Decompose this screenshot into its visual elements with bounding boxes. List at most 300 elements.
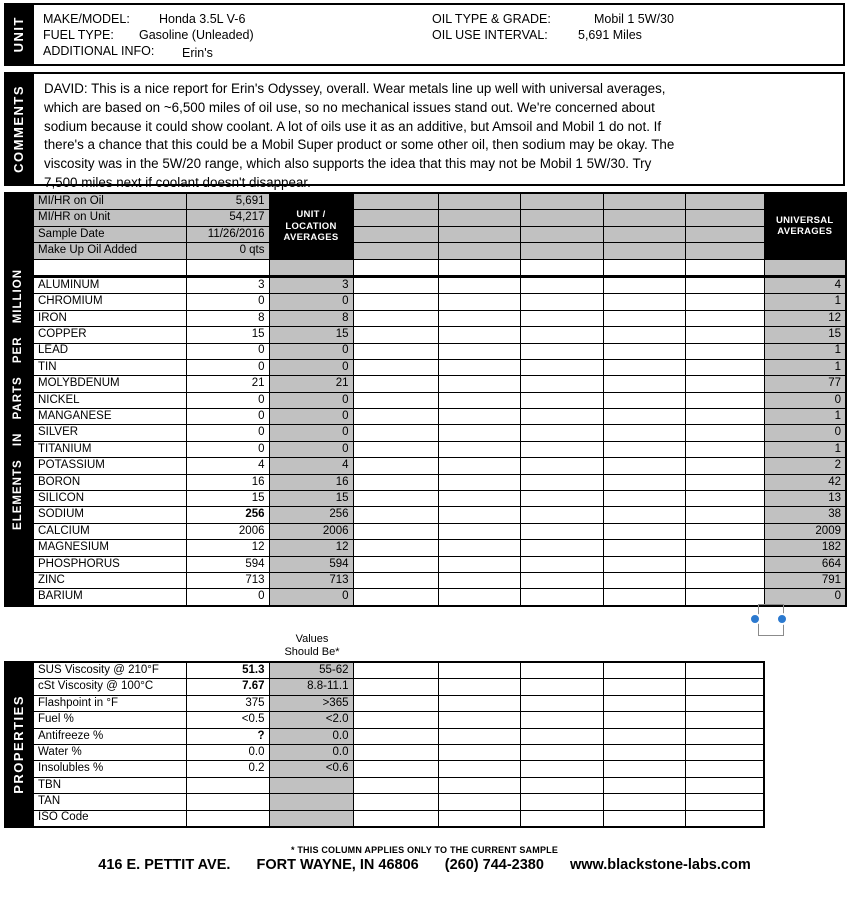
universal-averages-header — [764, 193, 846, 259]
unit-average-cell: 0 — [269, 359, 353, 375]
empty-cell — [438, 276, 520, 293]
empty-cell — [685, 712, 764, 728]
unit-average-cell: 0 — [269, 409, 353, 425]
empty-cell — [685, 794, 764, 810]
empty-cell — [520, 744, 603, 760]
current-value-cell: 15 — [186, 491, 269, 507]
empty-cell — [685, 310, 764, 326]
universal-average-cell: 2 — [764, 458, 846, 474]
empty-cell — [685, 695, 764, 711]
empty-cell — [353, 695, 438, 711]
element-row — [33, 458, 846, 474]
universal-average-cell: 0 — [764, 425, 846, 441]
universal-average-cell: 182 — [764, 540, 846, 556]
current-value-cell: 0.2 — [186, 761, 269, 777]
property-row — [33, 695, 764, 711]
empty-cell — [438, 777, 520, 793]
oil-type-value: Mobil 1 5W/30 — [594, 12, 674, 26]
empty-cell — [603, 276, 685, 293]
empty-cell — [520, 343, 603, 359]
spacer-row — [33, 259, 846, 276]
empty-cell — [685, 276, 764, 293]
empty-cell — [438, 376, 520, 392]
empty-cell — [764, 259, 846, 276]
empty-cell — [520, 458, 603, 474]
element-label-cell: CHROMIUM — [33, 294, 186, 310]
empty-cell — [603, 589, 685, 606]
empty-cell — [685, 376, 764, 392]
empty-cell — [603, 695, 685, 711]
element-row — [33, 359, 846, 375]
universal-average-cell: 15 — [764, 327, 846, 343]
empty-cell — [520, 695, 603, 711]
empty-cell — [520, 728, 603, 744]
empty-cell — [353, 210, 438, 226]
property-label-cell: Antifreeze % — [33, 728, 186, 744]
unit-average-cell: 15 — [269, 491, 353, 507]
universal-average-cell: 77 — [764, 376, 846, 392]
empty-cell — [685, 728, 764, 744]
empty-cell — [685, 507, 764, 523]
empty-cell — [685, 523, 764, 539]
empty-cell — [353, 327, 438, 343]
element-label-cell: LEAD — [33, 343, 186, 359]
empty-cell — [685, 425, 764, 441]
current-value-cell: 0 — [186, 392, 269, 408]
empty-cell — [438, 744, 520, 760]
current-value-cell: 0 — [186, 589, 269, 606]
address-line — [4, 857, 845, 873]
info-label-cell: MI/HR on Unit — [33, 210, 186, 226]
element-label-cell: IRON — [33, 310, 186, 326]
address-phone: (260) 744-2380 — [444, 857, 544, 873]
empty-cell — [438, 327, 520, 343]
info-value-cell: 54,217 — [186, 210, 269, 226]
unit-average-cell: 15 — [269, 327, 353, 343]
empty-cell — [520, 310, 603, 326]
element-row — [33, 491, 846, 507]
empty-cell — [353, 243, 438, 259]
unit-average-cell: 0 — [269, 441, 353, 457]
empty-cell — [353, 425, 438, 441]
unit-average-cell: 0 — [269, 343, 353, 359]
comments-text — [34, 74, 843, 199]
info-label-cell: Sample Date — [33, 226, 186, 242]
empty-cell — [438, 193, 520, 210]
header-line: AVERAGES — [777, 226, 833, 238]
unit-average-cell: 2006 — [269, 523, 353, 539]
empty-cell — [353, 556, 438, 572]
empty-cell — [438, 589, 520, 606]
empty-cell — [353, 662, 438, 679]
element-label-cell: POTASSIUM — [33, 458, 186, 474]
unit-sidebar-label: UNIT — [10, 16, 26, 53]
empty-cell — [520, 523, 603, 539]
element-row — [33, 392, 846, 408]
empty-cell — [603, 712, 685, 728]
should-be-cell: <0.6 — [269, 761, 353, 777]
empty-cell — [685, 409, 764, 425]
empty-cell — [685, 540, 764, 556]
property-label-cell: ISO Code — [33, 810, 186, 827]
unit-section — [4, 3, 845, 66]
fuel-type-value: Gasoline (Unleaded) — [139, 28, 254, 42]
universal-average-cell: 12 — [764, 310, 846, 326]
empty-cell — [438, 810, 520, 827]
property-label-cell: TBN — [33, 777, 186, 793]
universal-average-cell: 2009 — [764, 523, 846, 539]
additional-info-value: Erin's — [182, 46, 213, 60]
empty-cell — [438, 679, 520, 695]
comments-section — [4, 72, 845, 190]
element-label-cell: PHOSPHORUS — [33, 556, 186, 572]
empty-cell — [353, 728, 438, 744]
empty-cell — [520, 376, 603, 392]
property-row — [33, 728, 764, 744]
comments-line: which are based on ~6,500 miles of oil use, so no mechanical issues stand out. We're concerned about — [44, 99, 655, 115]
property-label-cell: Fuel % — [33, 712, 186, 728]
comments-line: there's a chance that this could be a Mobil Super product or some other oil, then sodium may be okay. The — [44, 137, 675, 153]
current-value-cell: 16 — [186, 474, 269, 490]
properties-table — [32, 661, 765, 828]
element-row — [33, 310, 846, 326]
element-label-cell: TITANIUM — [33, 441, 186, 457]
empty-cell — [520, 507, 603, 523]
elements-sidebar-label: ELEMENTS IN PARTS PER MILLION — [12, 268, 24, 530]
property-label-cell: Insolubles % — [33, 761, 186, 777]
info-value-cell: 11/26/2016 — [186, 226, 269, 242]
element-row — [33, 572, 846, 588]
universal-average-cell: 0 — [764, 392, 846, 408]
empty-cell — [438, 556, 520, 572]
empty-cell — [438, 761, 520, 777]
unit-average-cell: 0 — [269, 294, 353, 310]
empty-cell — [520, 193, 603, 210]
element-label-cell: MANGANESE — [33, 409, 186, 425]
empty-cell — [603, 491, 685, 507]
property-row — [33, 712, 764, 728]
unit-average-cell: 713 — [269, 572, 353, 588]
current-value-cell: 21 — [186, 376, 269, 392]
empty-cell — [603, 523, 685, 539]
empty-cell — [353, 310, 438, 326]
current-value-cell — [186, 794, 269, 810]
universal-average-cell: 13 — [764, 491, 846, 507]
should-be-cell: 8.8-11.1 — [269, 679, 353, 695]
properties-sidebar — [4, 661, 32, 828]
header-line: UNIVERSAL — [775, 214, 834, 226]
empty-cell — [438, 474, 520, 490]
element-row — [33, 556, 846, 572]
empty-cell — [603, 810, 685, 827]
comments-sidebar — [4, 72, 32, 186]
universal-average-cell: 38 — [764, 507, 846, 523]
empty-cell — [603, 474, 685, 490]
element-row — [33, 523, 846, 539]
universal-average-cell: 1 — [764, 441, 846, 457]
property-row — [33, 761, 764, 777]
empty-cell — [603, 458, 685, 474]
empty-cell — [353, 343, 438, 359]
empty-cell — [520, 210, 603, 226]
current-value-cell — [186, 810, 269, 827]
element-row — [33, 409, 846, 425]
empty-cell — [685, 327, 764, 343]
property-label-cell: Water % — [33, 744, 186, 760]
current-value-cell: 0.0 — [186, 744, 269, 760]
universal-average-cell: 1 — [764, 294, 846, 310]
empty-cell — [438, 409, 520, 425]
element-row — [33, 474, 846, 490]
element-label-cell: SILICON — [33, 491, 186, 507]
property-label-cell: TAN — [33, 794, 186, 810]
empty-cell — [438, 425, 520, 441]
empty-cell — [353, 744, 438, 760]
empty-cell — [520, 425, 603, 441]
property-label-cell: SUS Viscosity @ 210°F — [33, 662, 186, 679]
empty-cell — [438, 458, 520, 474]
pointer-dot-icon — [749, 613, 761, 625]
comments-box — [32, 72, 845, 190]
address-web: www.blackstone-labs.com — [569, 857, 751, 873]
empty-cell — [353, 193, 438, 210]
empty-cell — [685, 210, 764, 226]
unit-average-cell: 0 — [269, 425, 353, 441]
empty-cell — [520, 441, 603, 457]
unit-average-cell: 0 — [269, 589, 353, 606]
unit-average-cell: 8 — [269, 310, 353, 326]
empty-cell — [353, 679, 438, 695]
current-value-cell — [186, 777, 269, 793]
universal-average-cell: 1 — [764, 343, 846, 359]
empty-cell — [438, 507, 520, 523]
empty-cell — [520, 491, 603, 507]
unit-box — [32, 3, 845, 66]
unit-sidebar — [4, 3, 32, 66]
empty-cell — [685, 193, 764, 210]
current-value-cell: 4 — [186, 458, 269, 474]
comments-line: sodium because it could show coolant. A lot of oils use it as an additive, but Amsoil and Mobil 1 do not. If — [44, 118, 662, 134]
empty-cell — [353, 507, 438, 523]
empty-cell — [520, 556, 603, 572]
info-value-cell: 0 qts — [186, 243, 269, 259]
empty-cell — [603, 572, 685, 588]
current-value-cell: 0 — [186, 343, 269, 359]
empty-cell — [438, 728, 520, 744]
empty-cell — [685, 744, 764, 760]
empty-cell — [438, 662, 520, 679]
universal-average-cell: 664 — [764, 556, 846, 572]
property-row — [33, 679, 764, 695]
universal-average-cell: 42 — [764, 474, 846, 490]
element-row — [33, 425, 846, 441]
empty-cell — [603, 193, 685, 210]
empty-cell — [685, 474, 764, 490]
values-should-be-label: Values Should Be* — [284, 633, 340, 658]
element-label-cell: ALUMINUM — [33, 276, 186, 293]
current-value-cell: 2006 — [186, 523, 269, 539]
current-value-cell: 0 — [186, 409, 269, 425]
empty-cell — [685, 761, 764, 777]
empty-cell — [438, 294, 520, 310]
current-value-cell: ? — [186, 728, 269, 744]
unit-average-cell: 0 — [269, 392, 353, 408]
current-value-cell: 3 — [186, 276, 269, 293]
element-row — [33, 507, 846, 523]
unit-average-cell: 3 — [269, 276, 353, 293]
should-be-cell — [269, 810, 353, 827]
empty-cell — [685, 810, 764, 827]
empty-cell — [603, 761, 685, 777]
property-label-cell: Flashpoint in °F — [33, 695, 186, 711]
empty-cell — [520, 589, 603, 606]
empty-cell — [603, 728, 685, 744]
element-row — [33, 589, 846, 606]
empty-cell — [520, 294, 603, 310]
empty-cell — [603, 327, 685, 343]
element-label-cell: TIN — [33, 359, 186, 375]
should-be-cell: <2.0 — [269, 712, 353, 728]
empty-cell — [353, 712, 438, 728]
elements-sidebar — [4, 192, 32, 607]
universal-average-cell: 1 — [764, 409, 846, 425]
element-label-cell: SILVER — [33, 425, 186, 441]
property-row — [33, 810, 764, 827]
empty-cell — [353, 259, 438, 276]
empty-cell — [353, 376, 438, 392]
header-line: UNIT / — [296, 209, 326, 221]
empty-cell — [438, 343, 520, 359]
empty-cell — [438, 259, 520, 276]
empty-cell — [353, 761, 438, 777]
elements-table — [32, 192, 847, 607]
element-label-cell: BORON — [33, 474, 186, 490]
should-be-cell — [269, 777, 353, 793]
empty-cell — [438, 695, 520, 711]
empty-cell — [603, 679, 685, 695]
empty-cell — [353, 523, 438, 539]
unit-average-cell: 16 — [269, 474, 353, 490]
empty-cell — [520, 662, 603, 679]
info-row — [33, 243, 846, 259]
current-value-cell: 713 — [186, 572, 269, 588]
element-label-cell: MOLYBDENUM — [33, 376, 186, 392]
address-street: 416 E. PETTIT AVE. — [98, 857, 231, 873]
universal-average-cell: 4 — [764, 276, 846, 293]
element-label-cell: CALCIUM — [33, 523, 186, 539]
properties-section — [4, 661, 765, 828]
empty-cell — [438, 226, 520, 242]
current-value-cell: <0.5 — [186, 712, 269, 728]
empty-cell — [353, 540, 438, 556]
universal-average-cell: 0 — [764, 589, 846, 606]
current-value-cell: 256 — [186, 507, 269, 523]
empty-cell — [520, 327, 603, 343]
empty-cell — [353, 810, 438, 827]
element-row — [33, 540, 846, 556]
element-label-cell: NICKEL — [33, 392, 186, 408]
empty-cell — [685, 392, 764, 408]
empty-cell — [685, 589, 764, 606]
empty-cell — [353, 226, 438, 242]
element-row — [33, 276, 846, 293]
empty-cell — [603, 744, 685, 760]
empty-cell — [685, 441, 764, 457]
empty-cell — [603, 441, 685, 457]
property-row — [33, 744, 764, 760]
current-value-cell: 15 — [186, 327, 269, 343]
empty-cell — [603, 310, 685, 326]
oil-type-label: OIL TYPE & GRADE: — [432, 12, 551, 26]
element-row — [33, 294, 846, 310]
empty-cell — [438, 540, 520, 556]
unit-average-cell: 21 — [269, 376, 353, 392]
unit-average-cell: 12 — [269, 540, 353, 556]
empty-cell — [603, 507, 685, 523]
empty-cell — [603, 294, 685, 310]
empty-cell — [438, 243, 520, 259]
empty-cell — [685, 491, 764, 507]
header-line: LOCATION — [285, 220, 337, 232]
oil-interval-label: OIL USE INTERVAL: — [432, 28, 548, 42]
header-line: AVERAGES — [283, 232, 339, 244]
element-row — [33, 376, 846, 392]
empty-cell — [353, 474, 438, 490]
empty-cell — [520, 679, 603, 695]
current-value-cell: 375 — [186, 695, 269, 711]
empty-cell — [603, 777, 685, 793]
properties-sidebar-label: PROPERTIES — [10, 695, 26, 794]
should-be-cell — [269, 794, 353, 810]
empty-cell — [353, 794, 438, 810]
empty-cell — [603, 794, 685, 810]
comments-line: viscosity was in the 5W/20 range, which also supports the idea that this may not be Mobil 1 5W/30. Try — [44, 156, 652, 172]
empty-cell — [603, 210, 685, 226]
comments-line: 7,500 miles next if coolant doesn't disappear. — [44, 174, 311, 190]
empty-cell — [520, 777, 603, 793]
element-row — [33, 327, 846, 343]
current-value-cell: 0 — [186, 441, 269, 457]
element-label-cell: BARIUM — [33, 589, 186, 606]
empty-cell — [438, 712, 520, 728]
empty-cell — [520, 259, 603, 276]
empty-cell — [186, 259, 269, 276]
element-label-cell: MAGNESIUM — [33, 540, 186, 556]
empty-cell — [603, 662, 685, 679]
empty-cell — [685, 556, 764, 572]
element-row — [33, 441, 846, 457]
make-model-label: MAKE/MODEL: — [43, 12, 130, 26]
empty-cell — [603, 556, 685, 572]
current-value-cell: 594 — [186, 556, 269, 572]
empty-cell — [438, 210, 520, 226]
empty-cell — [685, 243, 764, 259]
current-value-cell: 0 — [186, 425, 269, 441]
empty-cell — [438, 441, 520, 457]
empty-cell — [685, 777, 764, 793]
empty-cell — [685, 458, 764, 474]
info-label-cell: Make Up Oil Added — [33, 243, 186, 259]
empty-cell — [603, 392, 685, 408]
empty-cell — [685, 662, 764, 679]
empty-cell — [353, 572, 438, 588]
empty-cell — [353, 777, 438, 793]
empty-cell — [685, 343, 764, 359]
empty-cell — [603, 226, 685, 242]
empty-cell — [603, 409, 685, 425]
empty-cell — [353, 441, 438, 457]
unit-average-cell: 256 — [269, 507, 353, 523]
